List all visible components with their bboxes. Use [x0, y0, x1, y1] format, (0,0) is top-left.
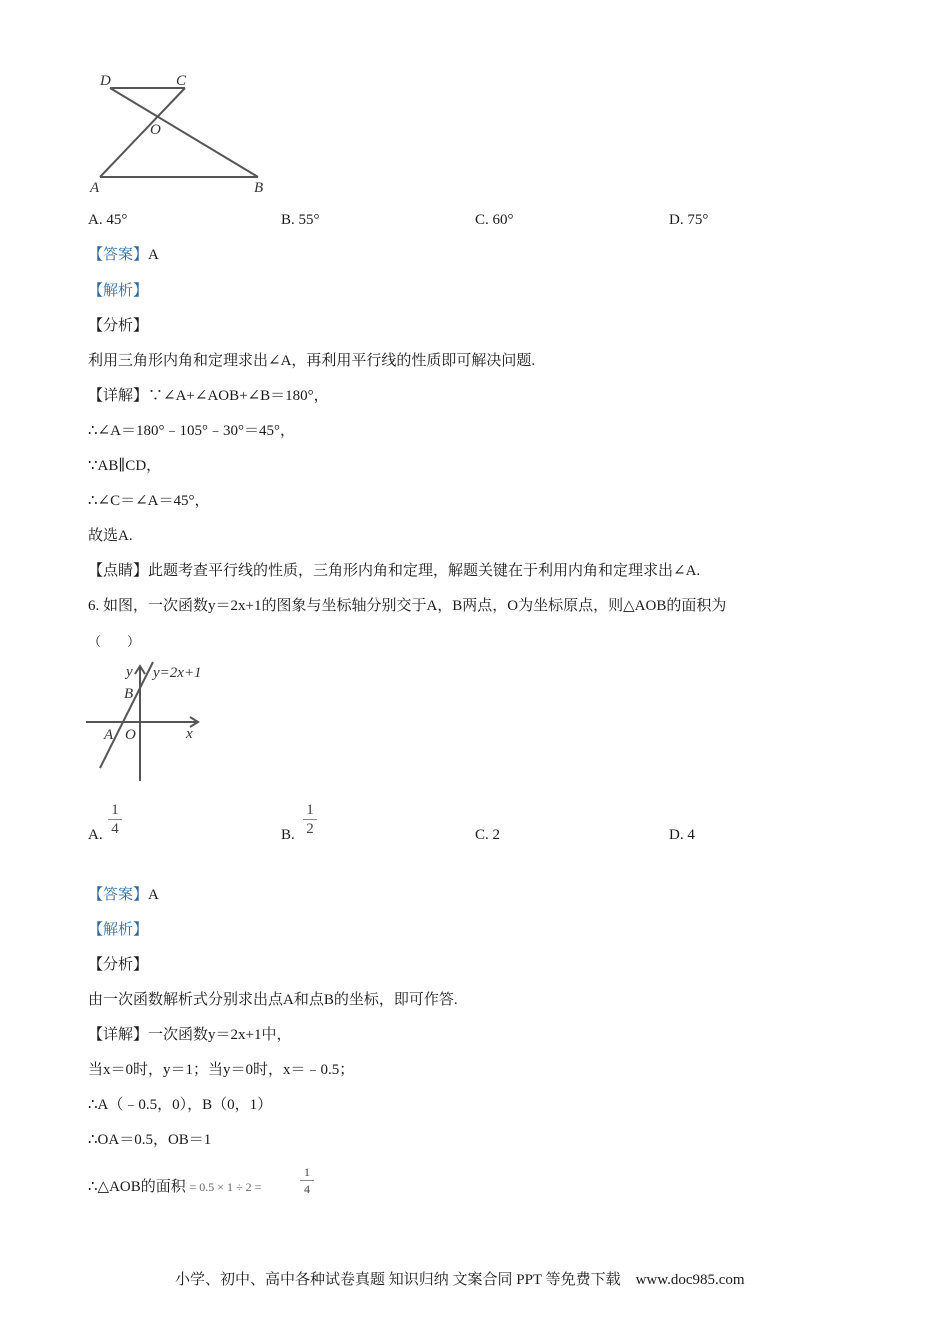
q6-option-a[interactable] [88, 825, 103, 845]
q6-detail-5-numerator: 1 [304, 1165, 310, 1179]
q5-option-a[interactable]: A. 45° [88, 212, 128, 228]
q5-analysis-tag: 【解析】 [88, 283, 149, 299]
q6-fenxi-tag: 【分析】 [88, 957, 149, 973]
page-footer: 小学、初中、高中各种试卷真题 知识归纳 文案合同 PPT 等免费下载 www.doc985.com [175, 1272, 745, 1288]
q5-detail-line-1 [88, 386, 329, 406]
q5-detail-line-2: ∴∠A＝180°﹣105°﹣30°＝45°， [88, 423, 295, 439]
q6-detail-5-prefix: ∴△AOB的面积 [88, 1179, 186, 1195]
q6-option-b-fraction [303, 802, 317, 837]
q5-detail-tag: 【详解】 [88, 388, 149, 404]
q6-option-b[interactable] [281, 825, 295, 845]
q6-detail-line-1 [88, 1025, 291, 1045]
q6-option-c[interactable]: C. 2 [475, 827, 501, 843]
q5-option-c[interactable]: C. 60° [475, 212, 514, 228]
q6-answer-line [88, 885, 159, 905]
q6-option-d[interactable]: D. 4 [669, 827, 695, 843]
q6-option-a-prefix: A. [88, 827, 103, 843]
q6-stem-line-2: （ ） [88, 634, 141, 649]
graph-x-label: x [186, 726, 193, 742]
graph-o-label: O [125, 727, 136, 743]
q6-option-a-numerator: 1 [111, 802, 119, 818]
q6-detail-line-3: ∴A（﹣0.5，0），B（0，1） [88, 1097, 273, 1113]
q5-dianjing-text: 此题考查平行线的性质，三角形内角和定理，解题关键在于利用内角和定理求出∠A. [148, 563, 701, 579]
q5-fenxi-text: 利用三角形内角和定理求出∠A，再利用平行线的性质即可解决问题. [88, 353, 536, 369]
q6-detail-5-expression: = 0.5 × 1 ÷ 2 = [189, 1180, 262, 1194]
graph-y-label: y [126, 664, 133, 680]
point-label-o: O [150, 122, 161, 138]
q5-detail-text-1: ∵∠A+∠AOB+∠B＝180°， [148, 388, 329, 404]
q6-option-a-denominator: 4 [111, 821, 119, 837]
q6-stem-line-1: 6. 如图，一次函数y＝2x+1的图象与坐标轴分别交于A，B两点，O为坐标原点，则△AOB的面积为 [88, 598, 727, 614]
q6-answer-tag: 【答案】 [88, 887, 149, 903]
q6-answer-value: A [148, 887, 159, 903]
q6-option-b-denominator: 2 [306, 821, 314, 837]
q5-dianjing-line [88, 561, 700, 581]
q6-option-b-numerator: 1 [306, 802, 314, 818]
q6-detail-line-5 [88, 1177, 261, 1197]
point-label-d: D [100, 73, 111, 89]
q5-detail-line-5: 故选A. [88, 528, 133, 544]
q5-answer-value: A [148, 247, 159, 263]
q6-option-b-prefix: B. [281, 827, 295, 843]
q6-detail-5-fraction [300, 1165, 314, 1196]
graph-a-label: A [104, 727, 114, 743]
q5-option-d[interactable]: D. 75° [669, 212, 709, 228]
q5-detail-line-4: ∴∠C＝∠A＝45°， [88, 493, 210, 509]
point-label-c: C [176, 73, 187, 89]
graph-b-label: B [124, 686, 134, 702]
q6-detail-line-4: ∴OA＝0.5，OB＝1 [88, 1132, 212, 1148]
graph-func-label: y=2x+1 [153, 665, 202, 681]
q5-answer-line [88, 245, 159, 265]
q5-dianjing-tag: 【点睛】 [88, 563, 149, 579]
q6-detail-5-denominator: 4 [304, 1182, 310, 1196]
q6-detail-line-2: 当x＝0时，y＝1；当y＝0时，x＝﹣0.5； [88, 1062, 355, 1078]
q5-answer-tag: 【答案】 [88, 247, 149, 263]
q6-detail-text-1: 一次函数y＝2x+1中， [148, 1027, 292, 1043]
q6-analysis-tag: 【解析】 [88, 922, 149, 938]
q6-detail-tag: 【详解】 [88, 1027, 149, 1043]
figure-parallel-lines [80, 68, 280, 198]
q6-fenxi-text: 由一次函数解析式分别求出点A和点B的坐标，即可作答. [88, 992, 458, 1008]
q5-detail-line-3: ∵AB∥CD， [88, 458, 162, 474]
figure-linear-function-graph [80, 656, 220, 786]
q6-option-a-fraction [108, 802, 122, 837]
q5-option-b[interactable]: B. 55° [281, 212, 320, 228]
q5-fenxi-tag: 【分析】 [88, 318, 149, 334]
point-label-a: A [90, 180, 100, 196]
point-label-b: B [254, 180, 264, 196]
